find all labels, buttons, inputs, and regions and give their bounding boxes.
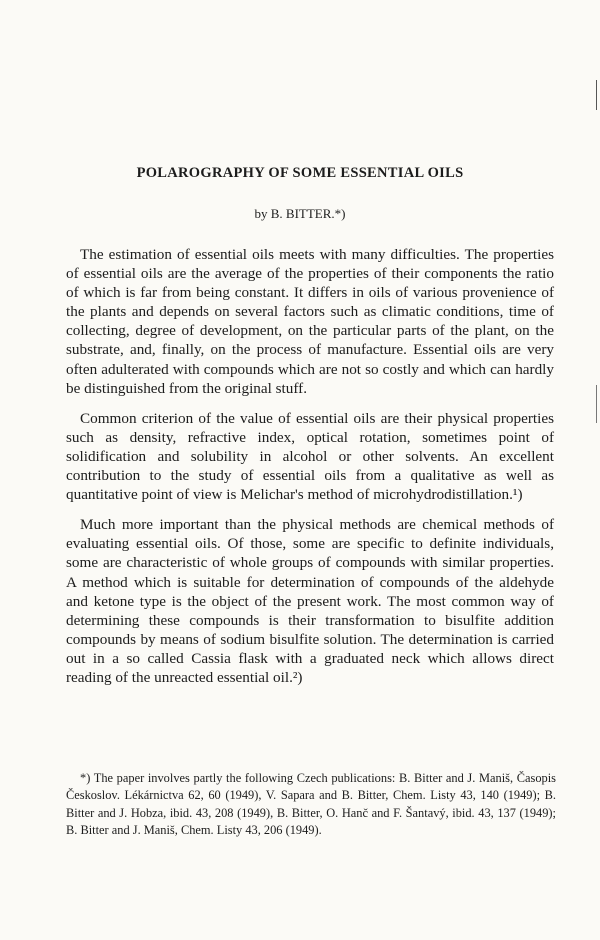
margin-scan-mark — [596, 80, 597, 110]
footnote: *) The paper involves partly the following Czech publications: B. Bitter and J. Maniš, Časopis Českoslov. Lékárnictva 62, 60 (1949), V. Sapara and B. Bitter, Chem. Listy 43, 140 (1949); B. Bitter and J. Hobza, ibid. 43, 208 (1949), B. Bitter, O. Hanč and F. Šantavý, ibid. 43, 137 (1949); B. Bitter and J. Maniš, Chem. Listy 43, 206 (1949). — [66, 771, 556, 837]
paragraph-1: The estimation of essential oils meets with many difficulties. The properties of essential oils are the average of the properties of their components the ratio of which is far from being constant. It differs in oils of various provenience of the plants and depends on several factors such as climatic conditions, time of collecting, degree of development, on the particular parts of the plant, on the substrate, and, finally, on the process of manufacture. Essential oils are very often adulterated with compounds which are not so costly and which can hardly be distinguished from the original stuff. — [66, 246, 554, 397]
author-line: by B. BITTER.*) — [254, 206, 346, 221]
body-text — [66, 245, 554, 698]
footnote-block — [66, 770, 556, 839]
paragraph-2: Common criterion of the value of essential oils are their physical properties such as density, refractive index, optical rotation, sometimes point of solidification and solubility in alcohol or other solvents. An excellent contribution to the study of essential oils from a qualitative as well as quantitative point of view is Melichar's method of microhydrodistillation.¹) — [66, 409, 554, 504]
paper-title: POLAROGRAPHY OF SOME ESSENTIAL OILS — [136, 165, 464, 181]
paragraph-3: Much more important than the physical methods are chemical methods of evaluating essential oils. Of those, some are specific to definite individuals, some are characteristic of whole groups of compounds with similar properties. A method which is suitable for determination of compounds of the aldehyde and ketone type is the object of the present work. The most common way of determining these compounds is their transformation to bisulfite addition compounds by means of sodium bisulfite solution. The determination is carried out in a so called Cassia flask with a graduated neck which allows direct reading of the unreacted essential oil.²) — [66, 516, 554, 686]
margin-scan-mark — [596, 385, 597, 423]
